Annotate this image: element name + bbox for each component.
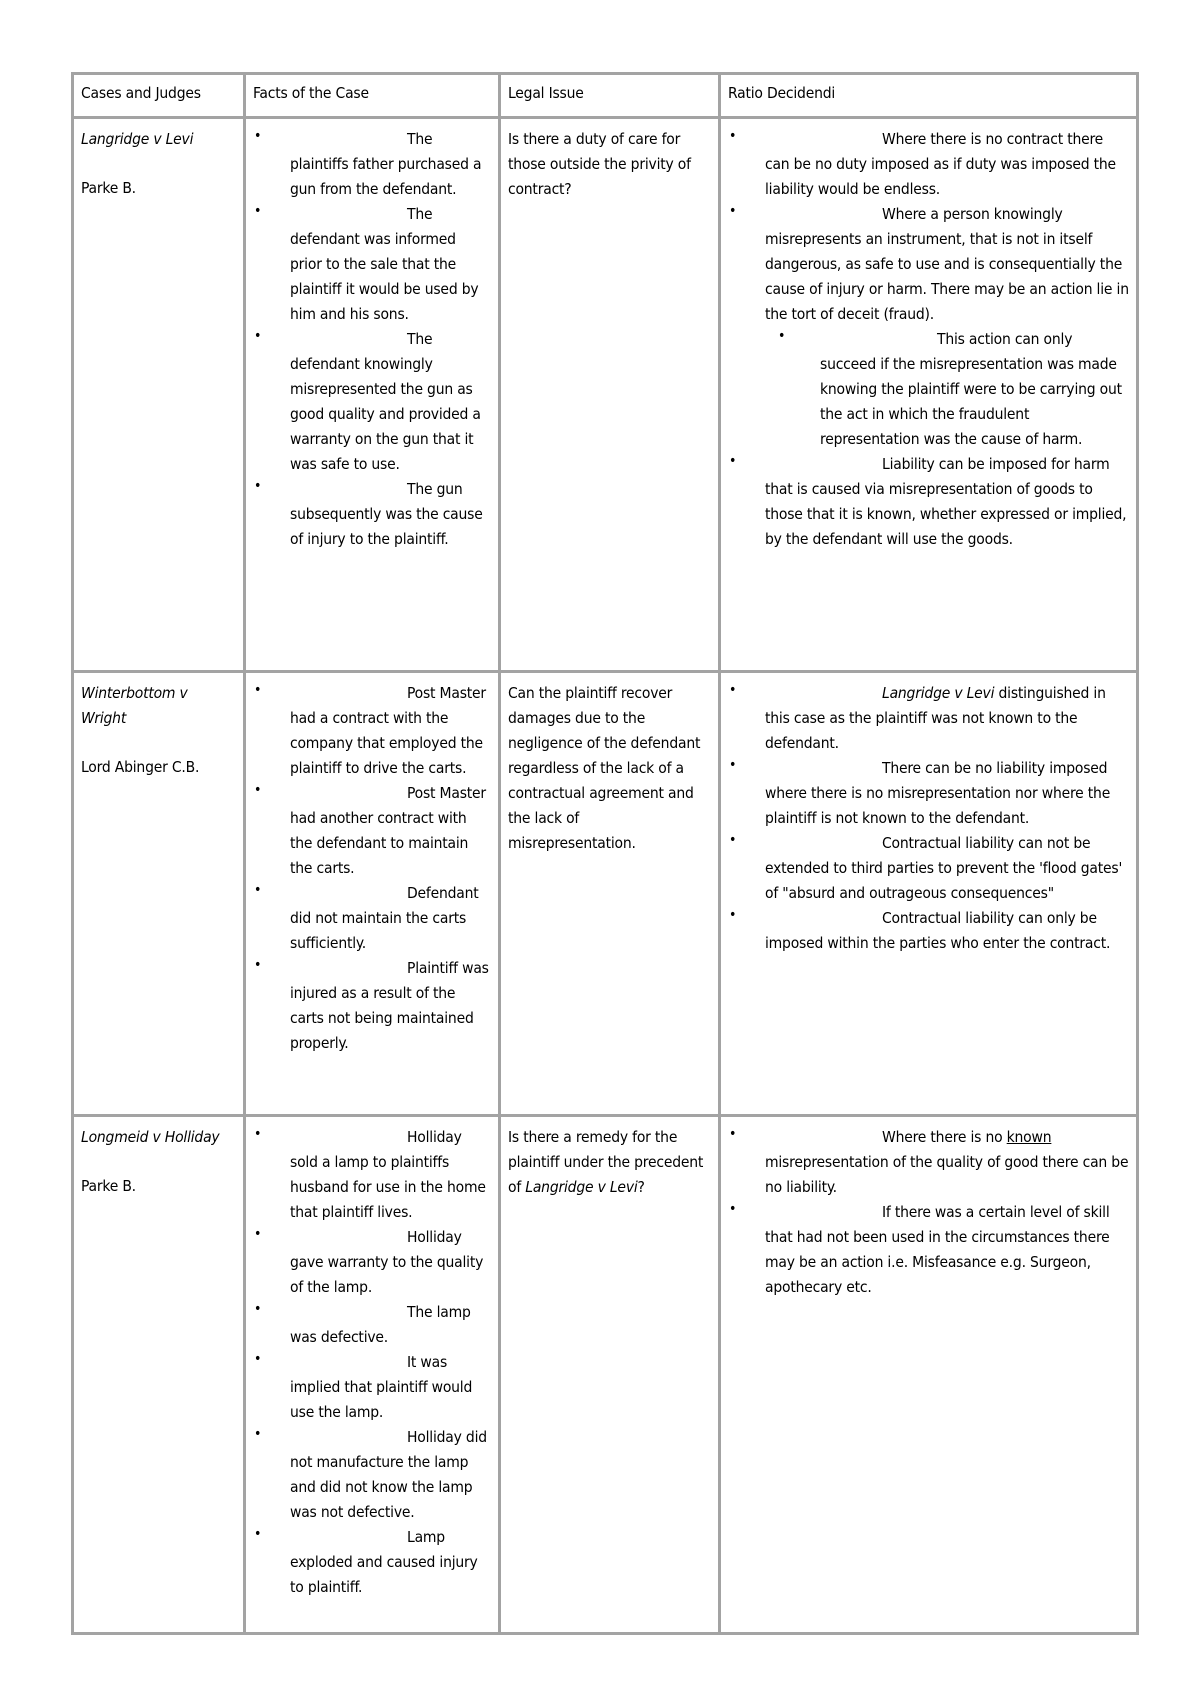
ratio-cell	[720, 118, 1138, 672]
bullet-icon: •	[254, 128, 262, 144]
case-reference: Langridge v Levi	[525, 1178, 638, 1196]
list-item: • The lamp was defective.	[253, 1300, 491, 1350]
list-item: • Where there is no known misrepresentation of the quality of good there can be no liability.	[728, 1125, 1129, 1200]
ratio-cell	[720, 672, 1138, 1116]
ratio-sublist	[765, 327, 1129, 452]
table-header-row	[73, 74, 1138, 118]
header-legal-issue: Legal Issue	[500, 74, 720, 118]
judge-name: Parke B.	[81, 179, 136, 197]
list-item: • Langridge v Levi distinguished in this case as the plaintiff was not known to the defendant.	[728, 681, 1129, 756]
bullet-icon: •	[254, 1126, 262, 1142]
legal-issue-cell: Is there a duty of care for those outside the privity of contract?	[500, 118, 720, 672]
list-item: • It was implied that plaintiff would use the lamp.	[253, 1350, 491, 1425]
list-item: • The defendant knowingly misrepresented the gun as good quality and provided a warranty on the gun that it was safe to use.	[253, 327, 491, 477]
bullet-icon: •	[729, 128, 737, 144]
header-cases-judges: Cases and Judges	[73, 74, 245, 118]
list-item: • Contractual liability can only be imposed within the parties who enter the contract.	[728, 906, 1129, 956]
bullet-icon: •	[729, 1126, 737, 1142]
case-cell	[73, 1116, 245, 1634]
bullet-icon: •	[254, 203, 262, 219]
ratio-cell	[720, 1116, 1138, 1634]
bullet-icon: •	[254, 328, 262, 344]
table-row	[73, 672, 1138, 1116]
facts-cell	[245, 118, 500, 672]
underlined-word: known	[1006, 1128, 1052, 1146]
legal-issue-cell: Is there a remedy for the plaintiff under the precedent of Langridge v Levi?	[500, 1116, 720, 1634]
ratio-list	[728, 127, 1129, 552]
case-cell	[73, 672, 245, 1116]
bullet-icon: •	[729, 907, 737, 923]
case-reference: Langridge v Levi	[882, 684, 995, 702]
bullet-icon: •	[254, 1526, 262, 1542]
case-name: Winterbottom v Wright	[81, 684, 188, 727]
ratio-list	[728, 1125, 1129, 1300]
judge-name: Parke B.	[81, 1177, 136, 1195]
list-item: • Post Master had a contract with the company that employed the plaintiff to drive the carts.	[253, 681, 491, 781]
bullet-icon: •	[254, 1426, 262, 1442]
list-item: • Lamp exploded and caused injury to plaintiff.	[253, 1525, 491, 1600]
bullet-icon: •	[254, 478, 262, 494]
list-item: • Where there is no contract there can be no duty imposed as if duty was imposed the liability would be endless.	[728, 127, 1129, 202]
list-item: • If there was a certain level of skill that had not been used in the circumstances there may be an action i.e. Misfeasance e.g. Surgeon, apothecary etc.	[728, 1200, 1129, 1300]
case-name: Longmeid v Holliday	[81, 1128, 220, 1146]
facts-cell	[245, 672, 500, 1116]
list-item: • This action can only succeed if the misrepresentation was made knowing the plaintiff were to be carrying out the act in which the fraudulent representation was the cause of harm.	[765, 327, 1129, 452]
list-item: • Holliday sold a lamp to plaintiffs husband for use in the home that plaintiff lives.	[253, 1125, 491, 1225]
bullet-icon: •	[254, 882, 262, 898]
bullet-icon: •	[729, 757, 737, 773]
judge-name: Lord Abinger C.B.	[81, 758, 200, 776]
list-item: • There can be no liability imposed where there is no misrepresentation nor where the plaintiff is not known to the defendant.	[728, 756, 1129, 831]
list-item: • Defendant did not maintain the carts sufficiently.	[253, 881, 491, 956]
list-item: • Where a person knowingly misrepresents an instrument, that is not in itself dangerous, as safe to use and is consequentially the cause of injury or harm. There may be an action lie in the tort of deceit (fraud). • This action can only succeed if the misrepresentation was made knowing the plaintiff were to be carrying out the act in which the fraudulent representation was the cause of harm.	[728, 202, 1129, 452]
bullet-icon: •	[254, 1226, 262, 1242]
facts-cell	[245, 1116, 500, 1634]
facts-list	[253, 681, 491, 1056]
case-summary-table	[71, 72, 1139, 1635]
bullet-icon: •	[254, 957, 262, 973]
bullet-icon: •	[254, 782, 262, 798]
list-item: • Plaintiff was injured as a result of the carts not being maintained properly.	[253, 956, 491, 1056]
list-item: • The defendant was informed prior to the sale that the plaintiff it would be used by him and his sons.	[253, 202, 491, 327]
bullet-icon: •	[729, 1201, 737, 1217]
bullet-icon: •	[729, 682, 737, 698]
list-item: • The gun subsequently was the cause of injury to the plaintiff.	[253, 477, 491, 552]
ratio-list	[728, 681, 1129, 956]
header-facts: Facts of the Case	[245, 74, 500, 118]
list-item: • Post Master had another contract with the defendant to maintain the carts.	[253, 781, 491, 881]
bullet-icon: •	[729, 832, 737, 848]
bullet-icon: •	[778, 328, 786, 344]
bullet-icon: •	[729, 203, 737, 219]
list-item: • Holliday did not manufacture the lamp and did not know the lamp was not defective.	[253, 1425, 491, 1525]
bullet-icon: •	[254, 1351, 262, 1367]
list-item: • Holliday gave warranty to the quality of the lamp.	[253, 1225, 491, 1300]
table-row	[73, 1116, 1138, 1634]
case-cell	[73, 118, 245, 672]
legal-issue-cell: Can the plaintiff recover damages due to the negligence of the defendant regardless of the lack of a contractual agreement and the lack of misrepresentation.	[500, 672, 720, 1116]
header-ratio-decidendi: Ratio Decidendi	[720, 74, 1138, 118]
list-item: • Contractual liability can not be extended to third parties to prevent the 'flood gates' of "absurd and outrageous consequences"	[728, 831, 1129, 906]
bullet-icon: •	[729, 453, 737, 469]
facts-list	[253, 1125, 491, 1600]
case-name: Langridge v Levi	[81, 130, 194, 148]
list-item: • The plaintiffs father purchased a gun from the defendant.	[253, 127, 491, 202]
facts-list	[253, 127, 491, 552]
list-item: • Liability can be imposed for harm that is caused via misrepresentation of goods to those that it is known, whether expressed or implied, by the defendant will use the goods.	[728, 452, 1129, 552]
bullet-icon: •	[254, 682, 262, 698]
bullet-icon: •	[254, 1301, 262, 1317]
table-row	[73, 118, 1138, 672]
